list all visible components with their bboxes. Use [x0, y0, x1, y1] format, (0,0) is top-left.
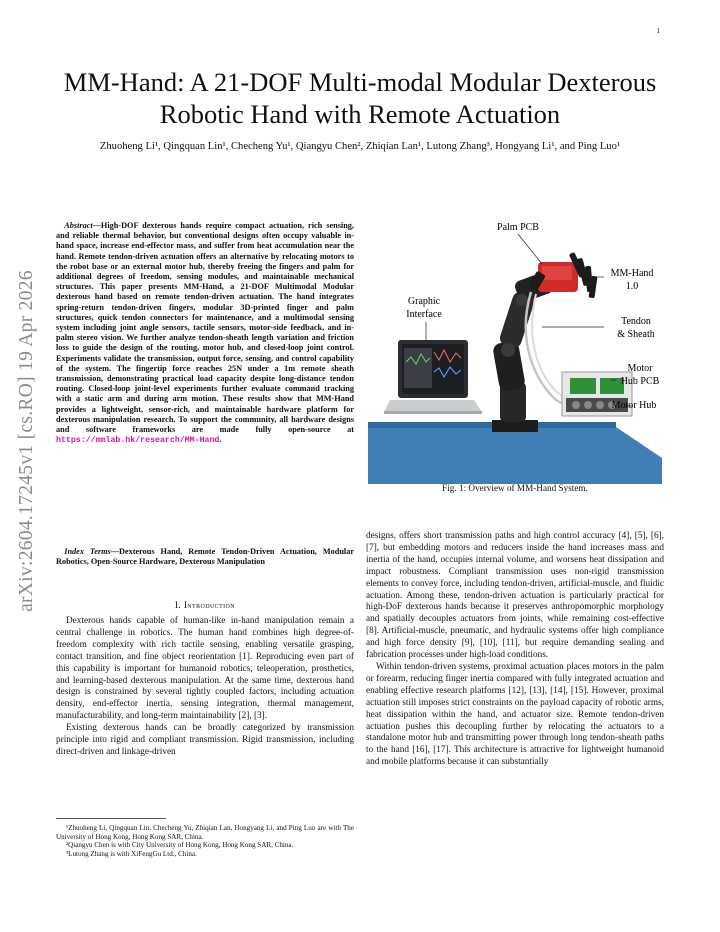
footnotes [56, 824, 354, 859]
intro-paragraph-2: Existing dexterous hands can be broadly categorized by transmission principle into rigid and compliant transmission. Rigid transmission, including direct-driven and linkage-driven [56, 723, 354, 757]
right-paragraph-1: designs, offers short transmission paths and high control accuracy [4], [5], [6], [7], but embedding motors and reducers inside the hand increases mass and inertia of the hand, occupies internal volume, and worsens heat dissipation and impact robustness. Compliant transmission uses non-rigid transmission elements to convey force, including tendon-driven, artificial-muscle, and fluidic actuation. Among these, tendon-driven actuation is particularly practical for high-DoF dexterous hands because it preserves anthropomorphic morphology and spatially decouples actuators from joints, while remaining cost-effective [8]. Artificial-muscle, pneumatic, and hydraulic systems offer high compliance and high force density [9], [10], [11], but require demanding sealing and fabrication processes under high-load conditions. [366, 531, 664, 661]
index-terms-label: Index Terms [64, 547, 111, 556]
abstract-text: —High-DOF dexterous hands require compact actuation, rich sensing, and reliable thermal behavior, but conventional designs often occupy valuable in-hand space, increase end-effector mass, and suffer from heat accumulation near the hand. Remote tendon-driven actuation offers an alternative by relocating motors to the robot base or an external motor hub, thereby freeing the fingers and palm for additional degrees of freedom, sensing modules, and maintainable mechanical structures. This paper presents MM-Hand, a 21-DOF Multimodal Modular dexterous hand based on remote tendon-driven actuation. The hand integrates spring-return tendon-driven fingers, modular 3D-printed finger and palm structures, quick tendon connectors for maintenance, and a multimodal sensing system including joint angle sensors, tactile sensors, motor-side feedback, and in-palm stereo vision. We further analyze tendon-sheath length variation and friction loss to guide the design of the routing, motor hub, and closed-loop joint control. Experiments validate the transmission, output force, sensing, and control capability of the system. The fingertip force reaches 25N under a 1m remote sheath transmission, demonstrating practical load capacity despite long-distance tendon routing. Closed-loop joint-level experiments further evaluate command tracking with a static arm and during arm motion. These results show that MM-Hand provides a lightweight, sensor-rich, and maintainable hardware platform for dexterous manipulation research. To support the community, all hardware designs and software frameworks are made fully open-source at [56, 221, 354, 435]
intro-paragraph-1: Dexterous hands capable of human-like in-hand manipulation remain a central challenge in robotics. The human hand combines high degree-of-freedom complexity with rich tactile sensing, enabling versatile grasping, contact transition, and fine object reorientation [1]. Reproducing even part of this capability is important for humanoid robotics, teleoperation, prosthetics, and learning-based dexterous manipulation. At the same time, dexterous hand design is constrained by several tightly coupled factors, including actuation density, end-effector inertia, sensing integration, thermal management, manufacturability, and long-term maintainability [2], [3]. [56, 616, 354, 722]
index-terms-text: —Dexterous Hand, Remote Tendon-Driven Actuation, Modular Robotics, Open-Source Hardware, Dexterous Manipulation [56, 547, 354, 567]
label-tendon-line2: & Sheath [617, 329, 655, 340]
figure-caption: Fig. 1: Overview of MM-Hand System. [442, 483, 588, 493]
laptop-illustration [384, 340, 482, 414]
label-motor-hub-pcb-line1: Motor [627, 363, 653, 374]
label-gui-line2: Interface [406, 309, 442, 320]
label-mm-hand-line1: MM-Hand [610, 268, 654, 279]
index-terms [56, 547, 354, 567]
author-list: Zhuoheng Li¹, Qingquan Lin¹, Checheng Yu¹, Qiangyu Chen², Zhiqian Lan¹, Lutong Zhang³, Hongyang Li¹, and Ping Luo¹ [99, 141, 621, 152]
footnote-2: ²Qiangyu Chen is with City University of Hong Kong, Hong Kong SAR, China. [66, 841, 294, 850]
label-motor-hub-pcb-line2: Hub PCB [620, 376, 660, 387]
arxiv-stamp [6, 226, 48, 656]
introduction [56, 616, 354, 759]
label-tendon-line1: Tendon [621, 316, 651, 327]
label-motor-hub: Motor Hub [611, 400, 657, 411]
project-link[interactable]: https://mmlab.hk/research/MM-Hand [56, 436, 220, 446]
figure-photo [366, 222, 664, 484]
section-heading: I. Introduction [174, 600, 236, 610]
abstract-label: Abstract [64, 221, 93, 230]
arxiv-stamp-text: arXiv:2604.17245v1 [cs.RO] 19 Apr 2026 [16, 270, 37, 612]
abstract-end: . [219, 435, 222, 445]
paper-title: MM-Hand: A 21-DOF Multi-modal Modular Dexterous Robotic Hand with Remote Actuation [63, 67, 657, 129]
right-paragraph-2: Within tendon-driven systems, proximal actuation places motors in the palm or forearm, reducing finger inertia compared with fully integrated actuation and enabling effective research platforms [12], [13], [14], [15]. However, proximal actuation still imposes strict constraints on the payload capacity of robotic arms, heat dissipation within the hand, and actuator size. Remote tendon-driven actuation pushes this decoupling further by relocating the actuators to a standalone motor hub and transmitting power through long tendon-sheath paths to the hand [16], [17]. This architecture is attractive for lightweight humanoid and mobile platforms because it can substantially [366, 661, 664, 768]
figure-1 [366, 222, 664, 484]
footnote-1: ¹Zhuoheng Li, Qingquan Lin, Checheng Yu, Zhiqian Lan, Hongyang Li, and Ping Luo are with The University of Hong Kong, Hong Kong SAR, China. [56, 824, 354, 841]
footnote-3: ³Lutong Zhang is with XiFengGu Ltd., China. [66, 850, 197, 859]
label-mm-hand-line2: 1.0 [625, 281, 639, 292]
label-gui-line1: Graphic [407, 296, 441, 307]
abstract [56, 221, 354, 446]
blue-table [368, 427, 662, 484]
page-number: 1 [656, 27, 660, 35]
right-column-text [366, 531, 664, 769]
footnote-rule [56, 818, 166, 819]
label-palm-pcb: Palm PCB [497, 222, 539, 233]
